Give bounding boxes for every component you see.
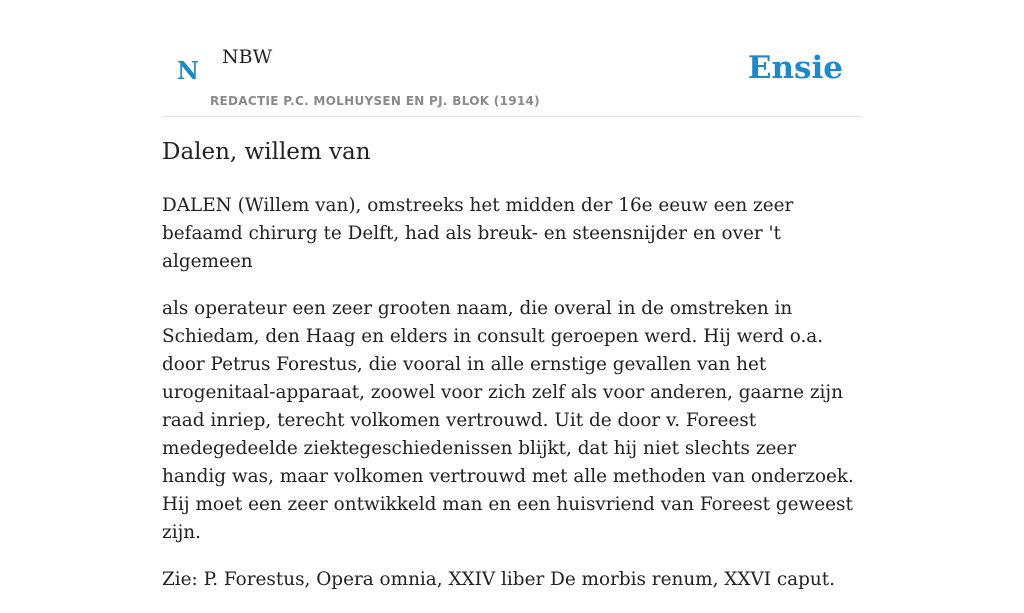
article-body (162, 192, 862, 613)
source-subtitle: REDACTIE P.C. MOLHUYSEN EN PJ. BLOK (1914) (210, 94, 540, 108)
page-header (162, 0, 862, 117)
brand-logo[interactable]: Ensie (747, 50, 843, 86)
article-paragraph: als operateur een zeer grooten naam, die overal in de omstreken in Schiedam, den Haag en elders in consult geroepen werd. Hij werd o.a. door Petrus Forestus, die vooral in alle ernstige gevallen van het urogenitaal-apparaat, zoowel voor zich zelf als voor anderen, gaarne zijn raad inriep, terecht volkomen vertrouwd. Uit de door v. Foreest medegedeelde ziektegeschiedenissen blijkt, dat hij niet slechts zeer handig was, maar volkomen vertrouwd met alle methoden van onderzoek. Hij moet een zeer ontwikkeld man en een huisvriend van Foreest geweest zijn. (162, 298, 854, 543)
source-name[interactable]: NBW (222, 46, 273, 68)
source-logo[interactable]: N (177, 56, 199, 85)
article-paragraph: DALEN (Willem van), omstreeks het midden der 16e eeuw een zeer befaamd chirurg te Delft, had als breuk- en steensnijder en over 't algemeen (162, 195, 794, 272)
article-citation: Zie: P. Forestus, Opera omnia, XXIV liber De morbis renum, XXVI caput. (162, 569, 835, 590)
article-title: Dalen, willem van (162, 139, 371, 165)
